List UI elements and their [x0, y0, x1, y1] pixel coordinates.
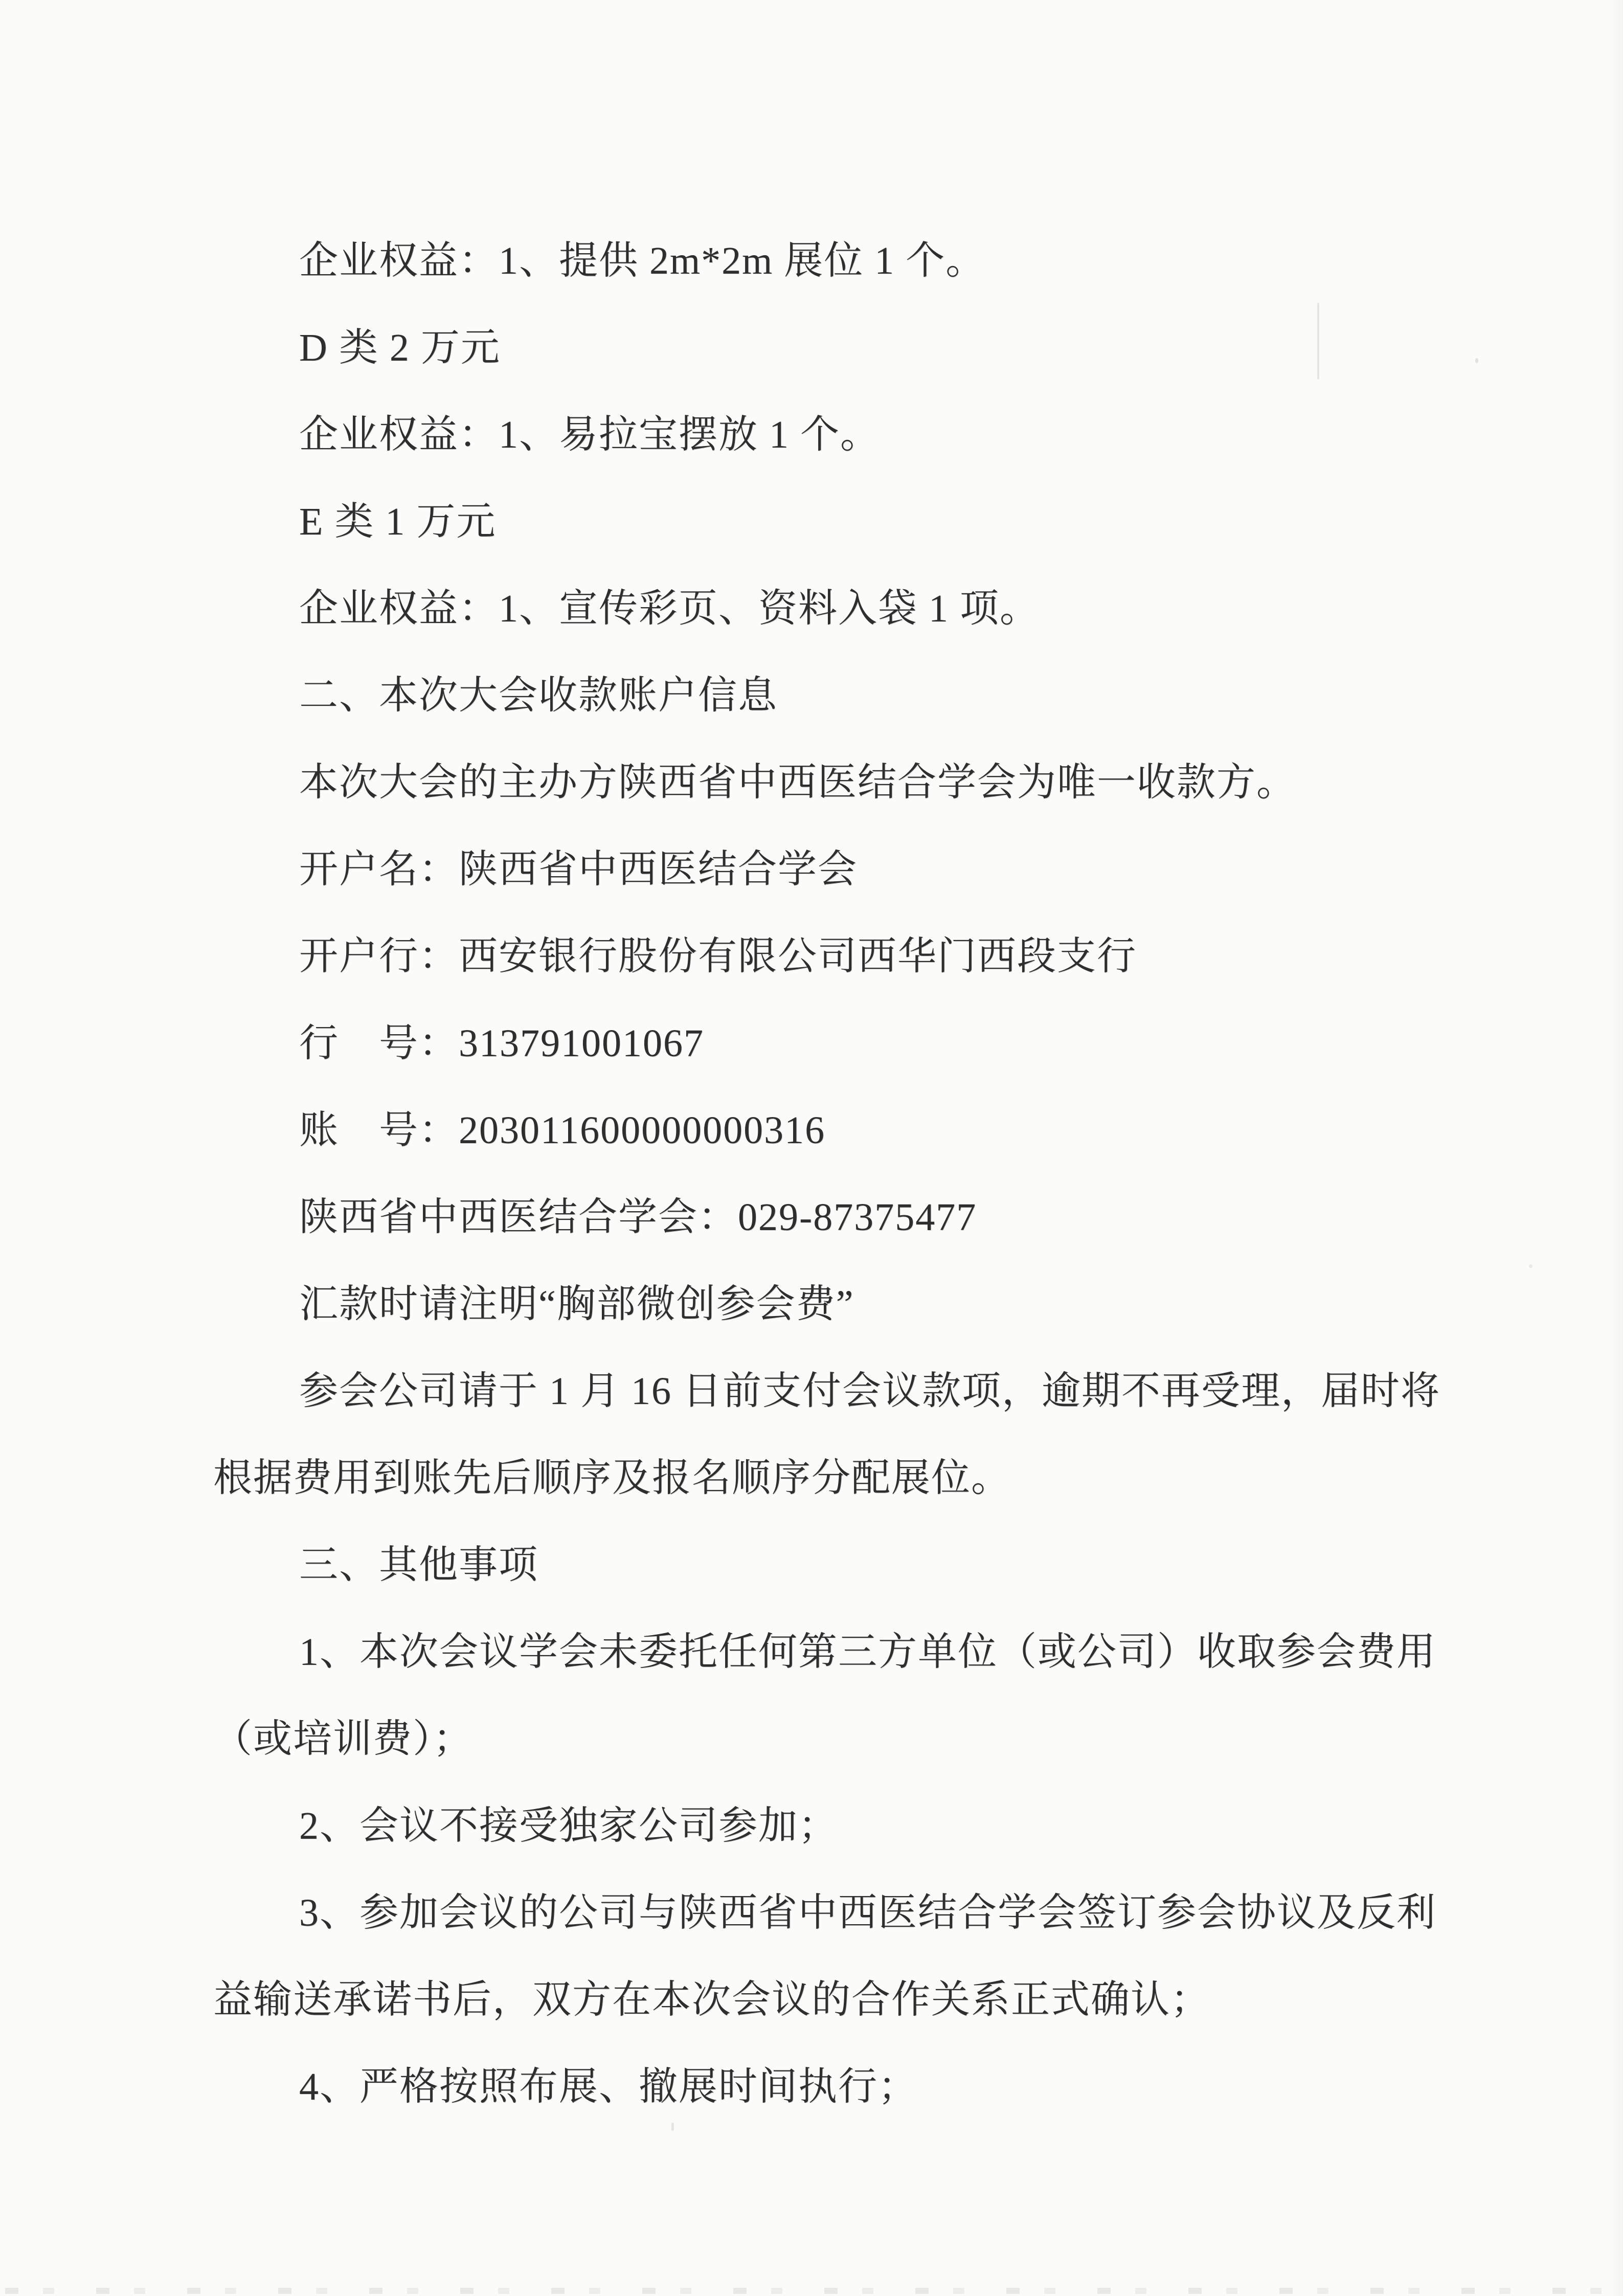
- line-item3-agreement-part2: 益输送承诺书后，双方在本次会议的合作关系正式确认；: [213, 1978, 1210, 2021]
- line-class-e-benefit-flyer: 企业权益：1、宣传彩页、资料入袋 1 项。: [299, 587, 1040, 630]
- scan-speck-artifact: [671, 2123, 674, 2131]
- line-class-d-benefit-banner: 企业权益：1、易拉宝摆放 1 个。: [299, 413, 880, 456]
- line-payment-deadline-part2: 根据费用到账先后顺序及报名顺序分配展位。: [213, 1457, 1011, 1500]
- line-item2-no-exclusive: 2、会议不接受独家公司参加；: [299, 1804, 838, 1847]
- document-body: [213, 217, 1553, 2130]
- line-item3-agreement-part1: 3、参加会议的公司与陕西省中西医结合学会签订参会协议及反利: [299, 1891, 1436, 1934]
- scan-speck-artifact: [1475, 358, 1478, 363]
- line-class-d-fee: D 类 2 万元: [299, 326, 501, 369]
- line-class-c-benefit-booth: 企业权益：1、提供 2m*2m 展位 1 个。: [299, 239, 986, 282]
- line-item1-no-third-party-part2: （或培训费）；: [213, 1718, 473, 1760]
- line-remittance-note: 汇款时请注明“胸部微创参会费”: [299, 1283, 854, 1326]
- line-item1-no-third-party-part1: 1、本次会议学会未委托任何第三方单位（或公司）收取参会费用: [299, 1631, 1436, 1674]
- line-class-e-fee: E 类 1 万元: [299, 500, 497, 543]
- line-account-holder-name: 开户名：陕西省中西医结合学会: [299, 848, 858, 891]
- line-account-number: 账 号：203011600000000316: [299, 1109, 826, 1152]
- line-bank-branch-name: 开户行：西安银行股份有限公司西华门西段支行: [299, 935, 1137, 978]
- line-payment-deadline-part1: 参会公司请于 1 月 16 日前支付会议款项，逾期不再受理，届时将: [299, 1370, 1440, 1413]
- line-society-phone: 陕西省中西医结合学会：029-87375477: [299, 1196, 977, 1239]
- scan-speck-artifact: [1529, 1264, 1532, 1268]
- scan-streak-artifact: [1317, 303, 1319, 380]
- line-bank-number: 行 号：313791001067: [299, 1022, 704, 1065]
- line-item4-schedule: 4、严格按照布展、撤展时间执行；: [299, 2065, 918, 2108]
- heading-section-two-account-info: 二、本次大会收款账户信息: [299, 674, 778, 717]
- line-sole-payee: 本次大会的主办方陕西省中西医结合学会为唯一收款方。: [299, 761, 1296, 804]
- cutoff-next-line-artifact: [5, 2288, 1623, 2294]
- heading-section-three-other-matters: 三、其他事项: [299, 1544, 538, 1587]
- scan-edge-shade: [1609, 0, 1623, 2296]
